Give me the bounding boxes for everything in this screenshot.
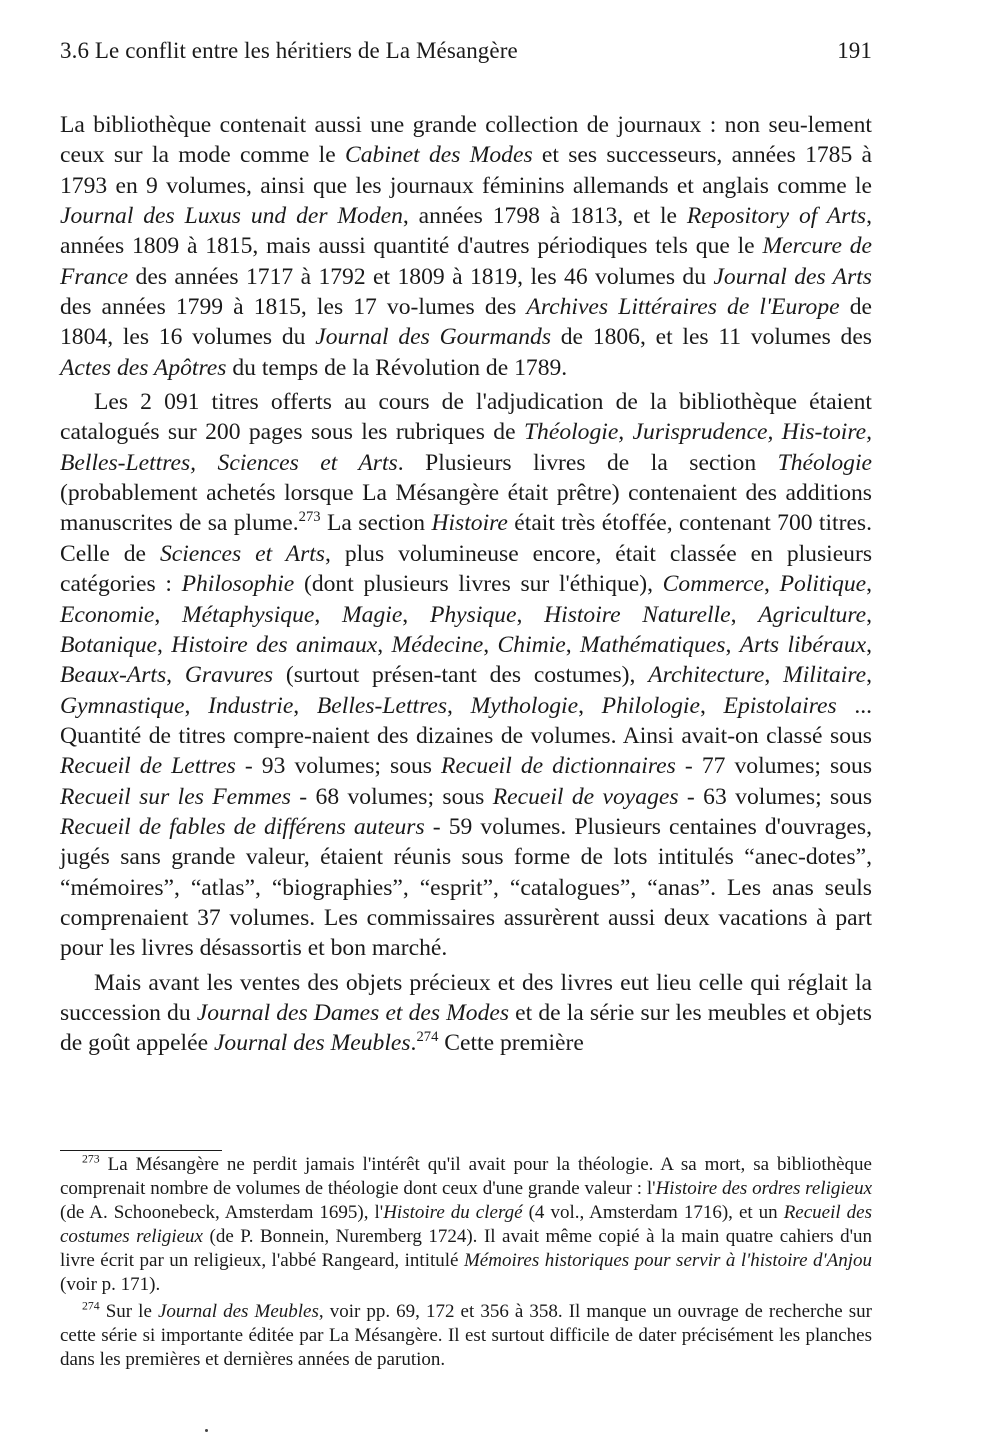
italic-run: Recueil sur les Femmes	[60, 783, 291, 810]
text-run: était très étoffée, contenant 700 titres. Celle de	[60, 510, 872, 567]
text-run: .	[410, 1030, 417, 1057]
text-run: des années 1799 à 1815, les 17 vo-lumes des	[60, 294, 527, 321]
running-head	[60, 38, 872, 64]
text-run: ,	[866, 662, 873, 689]
italic-run: Mémoires historiques pour servir à l'histoire d'Anjou	[463, 1250, 872, 1272]
italic-run: Archives Littéraires de l'Europe	[526, 294, 840, 321]
footnote-marker: 273	[82, 1152, 100, 1166]
footnote-marker: 274	[416, 1029, 439, 1046]
italic-run: Histoire des animaux	[171, 631, 378, 658]
text-run: ,	[578, 692, 602, 719]
text-run: - 68 volumes; sous	[290, 783, 493, 810]
text-run: Sur le	[99, 1300, 158, 1322]
text-run: - 63 volumes; sous	[678, 783, 872, 810]
italic-run: Histoire du clergé	[383, 1202, 523, 1224]
italic-run: Médecine	[391, 631, 484, 658]
footnote-marker: 274	[82, 1299, 100, 1313]
text-run: Cette première	[438, 1030, 584, 1057]
text-run: ,	[166, 662, 185, 689]
italic-run: Recueil de fables de différens auteurs	[60, 813, 425, 840]
text-run: ,	[156, 631, 172, 658]
italic-run: Epistolaires	[723, 692, 837, 719]
italic-run: Belles-Lettres	[316, 692, 448, 719]
text-run: (de P. Bonnein, Nuremberg 1724). Il avait même copié à la main quatre cahiers d'un livre écrit par un religieux, l'abbé Rangeard, intitulé	[60, 1226, 872, 1272]
italic-run: Repository of Arts	[686, 203, 867, 230]
italic-run: Industrie	[208, 692, 294, 719]
italic-run: Histoire Naturelle	[544, 601, 731, 628]
body-paragraph	[60, 110, 872, 383]
italic-run: Recueil de voyages	[492, 783, 679, 810]
italic-run: Politique	[779, 571, 867, 598]
italic-run: Agriculture	[758, 601, 867, 628]
text-run: ,	[447, 692, 471, 719]
text-run: ,	[866, 571, 873, 598]
scan-speck	[205, 1429, 208, 1432]
italic-run: Commerce	[662, 571, 765, 598]
italic-run: Journal des Dames et des Modes	[196, 999, 510, 1026]
text-run: La section	[320, 510, 432, 537]
text-run: ,	[866, 601, 873, 628]
text-run: et ses successeurs, années 1785 à 1793 en 9 volumes, ainsi que les journaux féminins allemands et anglais comme le	[60, 142, 873, 199]
italic-run: Chimie	[497, 631, 566, 658]
text-run: (voir p. 171).	[60, 1274, 161, 1296]
text-run: ,	[565, 631, 580, 658]
italic-run: Mathématiques	[580, 631, 726, 658]
text-run: - 93 volumes; sous	[235, 753, 442, 780]
text-run: de 1806, et les 11 volumes des	[551, 324, 872, 351]
text-run: ,	[725, 631, 740, 658]
text-run: ,	[402, 601, 430, 628]
italic-run: Recueil de Lettres	[60, 753, 236, 780]
italic-run: Recueil de dictionnaires	[441, 753, 676, 780]
text-run: - 59 volumes. Plusieurs centaines d'ouvrages, jugés sans grande valeur, étaient réunis sous forme de lots intitulés “anec-dotes”, “mémoires”, “atlas”, “biographies”, “esprit”, “catalogues”, “anas”. Les anas seuls comprenaient 37 volumes. Les commissaires assurèrent aussi deux vacations à part pour les livres désassortis et bon marché.	[60, 813, 872, 962]
italic-run: Recueil des costumes religieux	[60, 1202, 872, 1248]
italic-run: Métaphysique	[182, 601, 315, 628]
italic-run: Gymnastique	[60, 692, 185, 719]
text-run: Les 2 091 titres offerts au cours de l'adjudication de la bibliothèque étaient catalogués sur 200 pages sous les rubriques de	[60, 389, 872, 446]
italic-run: Mercure de France	[60, 233, 872, 290]
italic-run: Philologie	[601, 692, 700, 719]
text-run: (dont plusieurs livres sur l'éthique),	[294, 571, 663, 598]
italic-run: Théologie	[777, 449, 872, 476]
text-run: ,	[516, 601, 545, 628]
text-run: , années 1809 à 1815, mais aussi quantité d'autres périodiques tels que le	[60, 203, 872, 260]
section-title: 3.6 Le conflit entre les héritiers de La Mésangère	[60, 38, 518, 63]
italic-run: Architecture	[648, 662, 765, 689]
text-run: ,	[764, 571, 780, 598]
body-text	[60, 110, 872, 1059]
text-run: ,	[866, 631, 873, 658]
text-run: (surtout présen-tant des costumes),	[273, 662, 649, 689]
italic-run: Economie	[60, 601, 155, 628]
italic-run: Actes des Apôtres	[60, 354, 227, 381]
italic-run: Journal des Luxus und der Moden	[60, 203, 403, 230]
text-run: (4 vol., Amsterdam 1716), et un	[522, 1202, 784, 1224]
text-run: , plus volumineuse encore, était classée en plusieurs catégories :	[60, 540, 873, 598]
text-run: et de la série sur les meubles et objets de goût appelée	[60, 999, 872, 1057]
footnote	[60, 1153, 872, 1298]
footnote-rule	[60, 1150, 222, 1151]
text-run: des années 1717 à 1792 et 1809 à 1819, les 46 volumes du	[128, 263, 714, 290]
italic-run: Philosophie	[181, 571, 295, 598]
italic-run: Magie	[342, 601, 403, 628]
text-run: ,	[764, 662, 784, 689]
text-run: , voir pp. 69, 172 et 356 à 358. Il manque un ouvrage de recherche sur cette série si importante éditée par La Mésangère. Il est surtout difficile de dater précisément les planches dans les premières et dernières années de parution.	[60, 1300, 872, 1370]
footnote	[60, 1300, 872, 1372]
text-run: - 77 volumes; sous	[675, 753, 872, 780]
italic-run: Arts libéraux	[739, 631, 867, 658]
text-run: (de A. Schoonebeck, Amsterdam 1695), l'	[60, 1202, 384, 1224]
body-paragraph	[60, 387, 872, 964]
italic-run: Beaux-Arts	[60, 662, 167, 689]
footnote-marker: 273	[298, 509, 321, 526]
italic-run: Botanique	[60, 631, 157, 658]
italic-run: Militaire	[783, 662, 867, 689]
page-number: 191	[837, 38, 872, 63]
italic-run: Journal des Meubles	[213, 1030, 411, 1057]
italic-run: Sciences et Arts	[159, 540, 325, 567]
text-run: ,	[293, 692, 317, 719]
text-run: ,	[314, 601, 343, 628]
italic-run: Journal des Gourmands	[315, 324, 551, 351]
text-run: du temps de la Révolution de 1789.	[226, 354, 568, 381]
text-run: ,	[699, 692, 724, 719]
text-run: ,	[184, 692, 209, 719]
text-run: , années 1798 à 1813, et le	[402, 203, 687, 230]
text-run: ,	[730, 601, 759, 628]
italic-run: Cabinet des Modes	[345, 142, 533, 169]
text-run: . Plusieurs livres de la section	[397, 449, 778, 476]
italic-run: Histoire des ordres religieux	[655, 1178, 872, 1200]
text-run: ... Quantité de titres compre-naient des dizaines de volumes. Ainsi avait-on classé sous	[60, 692, 873, 749]
text-run: ,	[154, 601, 182, 628]
italic-run: Journal des Arts	[713, 263, 872, 290]
text-run: (probablement achetés lorsque La Mésangère était prêtre) contenaient des additions manuscrites de sa plume.	[60, 480, 872, 537]
italic-run: Histoire	[431, 510, 508, 537]
italic-run: Physique	[429, 601, 517, 628]
text-run: ,	[483, 631, 498, 658]
italic-run: Journal des Meubles	[157, 1300, 319, 1322]
text-run: La Mésangère ne perdit jamais l'intérêt qu'il avait pour la théologie. A sa mort, sa bibliothèque comprenait nombre de volumes de théologie dont ceux d'une grande valeur : l'	[60, 1154, 872, 1200]
text-run: de 1804, les 16 volumes du	[60, 294, 873, 351]
italic-run: Gravures	[184, 662, 274, 689]
text-run: La bibliothèque contenait aussi une grande collection de journaux : non seu-lement ceux sur la mode comme le	[60, 112, 872, 169]
text-run: ,	[377, 631, 392, 658]
text-run: Mais avant les ventes des objets précieux et des livres eut lieu celle qui réglait la succession du	[60, 969, 872, 1026]
italic-run: Théologie, Jurisprudence, His-toire, Belles-Lettres, Sciences et Arts	[60, 419, 873, 476]
body-paragraph	[60, 968, 872, 1059]
italic-run: Mythologie	[470, 692, 579, 719]
footnotes	[60, 1153, 872, 1372]
